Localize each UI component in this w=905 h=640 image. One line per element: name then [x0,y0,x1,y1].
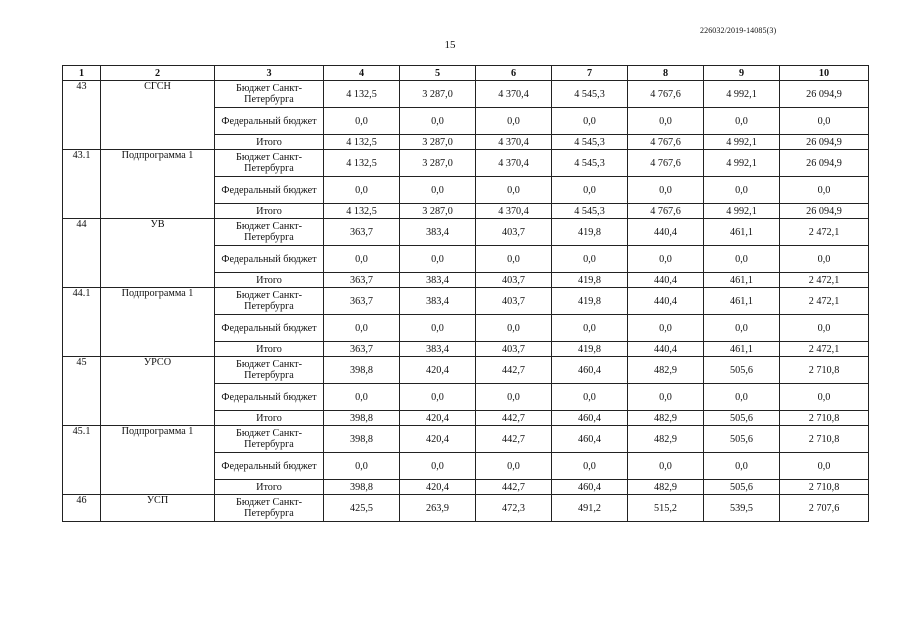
value-cell-col-4: 398,8 [324,411,400,426]
col-header-1: 1 [63,66,101,81]
budget-spb-row [63,288,869,315]
value-cell-col-10: 2 710,8 [780,480,869,495]
column-number-header-row [63,66,869,81]
value-cell-col-7: 0,0 [552,108,628,135]
value-cell-col-9: 505,6 [704,357,780,384]
col-header-2: 2 [101,66,215,81]
budget-spb-row [63,81,869,108]
funding-source-cell: Итого [215,342,324,357]
value-cell-col-10: 26 094,9 [780,204,869,219]
value-cell-col-6: 403,7 [476,273,552,288]
value-cell-col-7: 491,2 [552,495,628,522]
value-cell-col-6: 403,7 [476,219,552,246]
value-cell-col-5: 0,0 [400,246,476,273]
value-cell-col-4: 4 132,5 [324,135,400,150]
budget-spb-row [63,150,869,177]
executor-name-cell: УВ [101,219,215,288]
funding-source-cell: Федеральный бюджет [215,315,324,342]
executor-name-cell: Подпрограмма 1 [101,150,215,219]
value-cell-col-8: 4 767,6 [628,150,704,177]
value-cell-col-4: 363,7 [324,273,400,288]
funding-source-cell: Федеральный бюджет [215,384,324,411]
value-cell-col-8: 0,0 [628,384,704,411]
value-cell-col-4: 363,7 [324,219,400,246]
value-cell-col-6: 4 370,4 [476,81,552,108]
col-header-7: 7 [552,66,628,81]
value-cell-col-9: 505,6 [704,426,780,453]
value-cell-col-6: 403,7 [476,342,552,357]
value-cell-col-7: 0,0 [552,315,628,342]
row-number-cell: 43.1 [63,150,101,219]
value-cell-col-5: 383,4 [400,273,476,288]
value-cell-col-8: 0,0 [628,177,704,204]
value-cell-col-6: 4 370,4 [476,135,552,150]
executor-name-cell: УСП [101,495,215,522]
value-cell-col-4: 0,0 [324,453,400,480]
value-cell-col-4: 0,0 [324,315,400,342]
value-cell-col-4: 0,0 [324,177,400,204]
funding-source-cell: Итого [215,273,324,288]
value-cell-col-5: 0,0 [400,108,476,135]
value-cell-col-8: 482,9 [628,411,704,426]
value-cell-col-8: 440,4 [628,273,704,288]
value-cell-col-5: 3 287,0 [400,81,476,108]
value-cell-col-5: 383,4 [400,219,476,246]
value-cell-col-6: 442,7 [476,426,552,453]
value-cell-col-6: 472,3 [476,495,552,522]
value-cell-col-10: 0,0 [780,384,869,411]
value-cell-col-5: 3 287,0 [400,150,476,177]
value-cell-col-7: 4 545,3 [552,150,628,177]
budget-spb-row [63,357,869,384]
value-cell-col-4: 363,7 [324,288,400,315]
funding-source-cell: Федеральный бюджет [215,453,324,480]
value-cell-col-10: 0,0 [780,246,869,273]
value-cell-col-4: 0,0 [324,108,400,135]
value-cell-col-5: 420,4 [400,426,476,453]
value-cell-col-6: 0,0 [476,177,552,204]
value-cell-col-7: 4 545,3 [552,135,628,150]
funding-source-cell: Федеральный бюджет [215,108,324,135]
value-cell-col-8: 440,4 [628,288,704,315]
value-cell-col-8: 440,4 [628,219,704,246]
value-cell-col-4: 398,8 [324,426,400,453]
value-cell-col-4: 363,7 [324,342,400,357]
value-cell-col-8: 0,0 [628,108,704,135]
value-cell-col-7: 460,4 [552,411,628,426]
value-cell-col-8: 4 767,6 [628,135,704,150]
value-cell-col-8: 515,2 [628,495,704,522]
value-cell-col-6: 0,0 [476,453,552,480]
value-cell-col-6: 0,0 [476,108,552,135]
value-cell-col-9: 0,0 [704,246,780,273]
budget-spb-row [63,219,869,246]
funding-source-cell: Бюджет Санкт-Петербурга [215,426,324,453]
value-cell-col-10: 2 710,8 [780,357,869,384]
table-body [63,81,869,522]
value-cell-col-5: 3 287,0 [400,135,476,150]
funding-source-cell: Федеральный бюджет [215,246,324,273]
value-cell-col-10: 0,0 [780,453,869,480]
value-cell-col-9: 539,5 [704,495,780,522]
col-header-8: 8 [628,66,704,81]
value-cell-col-8: 0,0 [628,246,704,273]
value-cell-col-7: 0,0 [552,177,628,204]
value-cell-col-4: 398,8 [324,357,400,384]
value-cell-col-9: 0,0 [704,108,780,135]
value-cell-col-7: 0,0 [552,384,628,411]
col-header-9: 9 [704,66,780,81]
value-cell-col-9: 4 992,1 [704,204,780,219]
value-cell-col-10: 0,0 [780,108,869,135]
value-cell-col-4: 4 132,5 [324,204,400,219]
value-cell-col-9: 4 992,1 [704,150,780,177]
value-cell-col-8: 482,9 [628,480,704,495]
row-number-cell: 44.1 [63,288,101,357]
col-header-4: 4 [324,66,400,81]
value-cell-col-4: 4 132,5 [324,81,400,108]
value-cell-col-9: 505,6 [704,411,780,426]
value-cell-col-5: 3 287,0 [400,204,476,219]
executor-name-cell: СГСН [101,81,215,150]
funding-source-cell: Итого [215,204,324,219]
value-cell-col-5: 420,4 [400,411,476,426]
value-cell-col-7: 4 545,3 [552,204,628,219]
value-cell-col-6: 0,0 [476,315,552,342]
row-number-cell: 44 [63,219,101,288]
value-cell-col-8: 4 767,6 [628,81,704,108]
value-cell-col-10: 2 472,1 [780,342,869,357]
value-cell-col-9: 505,6 [704,480,780,495]
value-cell-col-5: 420,4 [400,480,476,495]
budget-spb-row [63,495,869,522]
funding-source-cell: Бюджет Санкт-Петербурга [215,81,324,108]
value-cell-col-7: 419,8 [552,219,628,246]
col-header-10: 10 [780,66,869,81]
row-number-cell: 45 [63,357,101,426]
value-cell-col-4: 4 132,5 [324,150,400,177]
value-cell-col-4: 425,5 [324,495,400,522]
value-cell-col-8: 0,0 [628,453,704,480]
value-cell-col-5: 383,4 [400,288,476,315]
value-cell-col-6: 403,7 [476,288,552,315]
value-cell-col-6: 442,7 [476,357,552,384]
value-cell-col-7: 4 545,3 [552,81,628,108]
funding-source-cell: Бюджет Санкт-Петербурга [215,288,324,315]
budget-spb-row [63,426,869,453]
value-cell-col-7: 460,4 [552,480,628,495]
executor-name-cell: Подпрограмма 1 [101,426,215,495]
value-cell-col-4: 398,8 [324,480,400,495]
value-cell-col-5: 0,0 [400,177,476,204]
value-cell-col-5: 0,0 [400,453,476,480]
funding-source-cell: Бюджет Санкт-Петербурга [215,357,324,384]
col-header-5: 5 [400,66,476,81]
value-cell-col-9: 0,0 [704,177,780,204]
value-cell-col-7: 0,0 [552,453,628,480]
value-cell-col-9: 461,1 [704,219,780,246]
value-cell-col-9: 461,1 [704,288,780,315]
value-cell-col-10: 0,0 [780,177,869,204]
value-cell-col-5: 420,4 [400,357,476,384]
value-cell-col-9: 0,0 [704,453,780,480]
value-cell-col-7: 419,8 [552,288,628,315]
value-cell-col-10: 26 094,9 [780,81,869,108]
budget-table [62,65,869,522]
col-header-3: 3 [215,66,324,81]
value-cell-col-10: 2 707,6 [780,495,869,522]
value-cell-col-10: 2 472,1 [780,273,869,288]
value-cell-col-6: 4 370,4 [476,204,552,219]
value-cell-col-10: 26 094,9 [780,150,869,177]
value-cell-col-6: 0,0 [476,246,552,273]
funding-source-cell: Федеральный бюджет [215,177,324,204]
value-cell-col-9: 4 992,1 [704,135,780,150]
value-cell-col-8: 482,9 [628,357,704,384]
value-cell-col-7: 460,4 [552,426,628,453]
value-cell-col-10: 2 710,8 [780,411,869,426]
value-cell-col-6: 4 370,4 [476,150,552,177]
value-cell-col-10: 2 472,1 [780,288,869,315]
value-cell-col-7: 0,0 [552,246,628,273]
value-cell-col-10: 0,0 [780,315,869,342]
value-cell-col-8: 4 767,6 [628,204,704,219]
value-cell-col-9: 0,0 [704,315,780,342]
value-cell-col-7: 419,8 [552,342,628,357]
value-cell-col-7: 460,4 [552,357,628,384]
value-cell-col-5: 263,9 [400,495,476,522]
value-cell-col-9: 461,1 [704,273,780,288]
funding-source-cell: Бюджет Санкт-Петербурга [215,495,324,522]
value-cell-col-8: 482,9 [628,426,704,453]
value-cell-col-8: 440,4 [628,342,704,357]
value-cell-col-10: 26 094,9 [780,135,869,150]
row-number-cell: 46 [63,495,101,522]
funding-source-cell: Бюджет Санкт-Петербурга [215,219,324,246]
value-cell-col-4: 0,0 [324,246,400,273]
funding-source-cell: Итого [215,411,324,426]
value-cell-col-7: 419,8 [552,273,628,288]
executor-name-cell: УРСО [101,357,215,426]
value-cell-col-9: 461,1 [704,342,780,357]
value-cell-col-5: 383,4 [400,342,476,357]
value-cell-col-8: 0,0 [628,315,704,342]
value-cell-col-9: 0,0 [704,384,780,411]
value-cell-col-10: 2 472,1 [780,219,869,246]
value-cell-col-6: 442,7 [476,480,552,495]
row-number-cell: 43 [63,81,101,150]
value-cell-col-10: 2 710,8 [780,426,869,453]
funding-source-cell: Итого [215,480,324,495]
value-cell-col-6: 442,7 [476,411,552,426]
funding-source-cell: Бюджет Санкт-Петербурга [215,150,324,177]
row-number-cell: 45.1 [63,426,101,495]
col-header-6: 6 [476,66,552,81]
value-cell-col-5: 0,0 [400,315,476,342]
value-cell-col-5: 0,0 [400,384,476,411]
page-number: 15 [444,39,456,51]
executor-name-cell: Подпрограмма 1 [101,288,215,357]
funding-source-cell: Итого [215,135,324,150]
document-id: 226032/2019-14085(3) [700,26,777,35]
value-cell-col-6: 0,0 [476,384,552,411]
value-cell-col-9: 4 992,1 [704,81,780,108]
value-cell-col-4: 0,0 [324,384,400,411]
